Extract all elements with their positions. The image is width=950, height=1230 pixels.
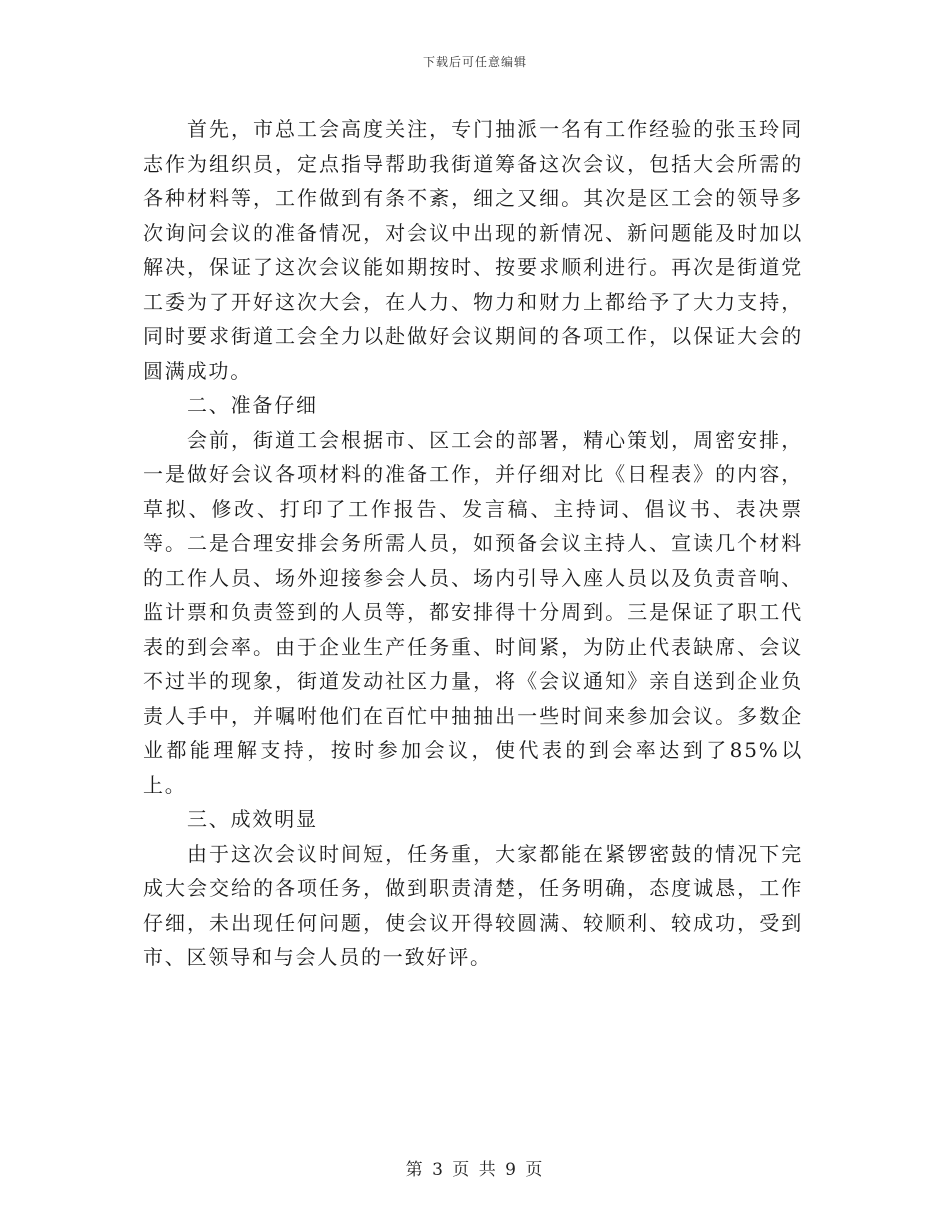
paragraph-support: 首先，市总工会高度关注，专门抽派一名有工作经验的张玉玲同志作为组织员，定点指导帮助我街道筹备这次会议，包括大会所需的各种材料等，工作做到有条不紊，细之又细。其次是区工会的领导多次询问会议的准备情况，对会议中出现的新情况、新问题能及时加以解决，保证了这次会议能如期按时、按要求顺利进行。再次是街道党工委为了开好这次大会，在人力、物力和财力上都给予了大力支持，同时要求街道工会全力以赴做好会议期间的各项工作，以保证大会的圆满成功。 <box>143 117 803 383</box>
paragraph-results: 由于这次会议时间短，任务重，大家都能在紧锣密鼓的情况下完成大会交给的各项任务，做到职责清楚，任务明确，态度诚恳，工作仔细，未出现任何问题，使会议开得较圆满、较顺利、较成功，受到市、区领导和与会人员的一致好评。 <box>143 841 803 969</box>
page-number-footer: 第 3 页 共 9 页 <box>405 1160 545 1180</box>
section-heading-results: 三、成效明显 <box>187 807 318 831</box>
header-note: 下载后可任意编辑 <box>422 55 527 69</box>
document-body <box>143 112 803 975</box>
paragraph-preparation: 会前，街道工会根据市、区工会的部署，精心策划，周密安排，一是做好会议各项材料的准备工作，并仔细对比《日程表》的内容，草拟、修改、打印了工作报告、发言稿、主持词、倡议书、表决票等。二是合理安排会务所需人员，如预备会议主持人、宣读几个材料的工作人员、场外迎接参会人员、场内引导入座人员以及负责音响、监计票和负责签到的人员等，都安排得十分周到。三是保证了职工代表的到会率。由于企业生产任务重、时间紧，为防止代表缺席、会议不过半的现象，街道发动社区力量，将《会议通知》亲自送到企业负责人手中，并嘱咐他们在百忙中抽抽出一些时间来参加会议。多数企业都能理解支持，按时参加会议，使代表的到会率达到了85%以上。 <box>143 427 803 797</box>
section-heading-preparation: 二、准备仔细 <box>187 393 318 417</box>
